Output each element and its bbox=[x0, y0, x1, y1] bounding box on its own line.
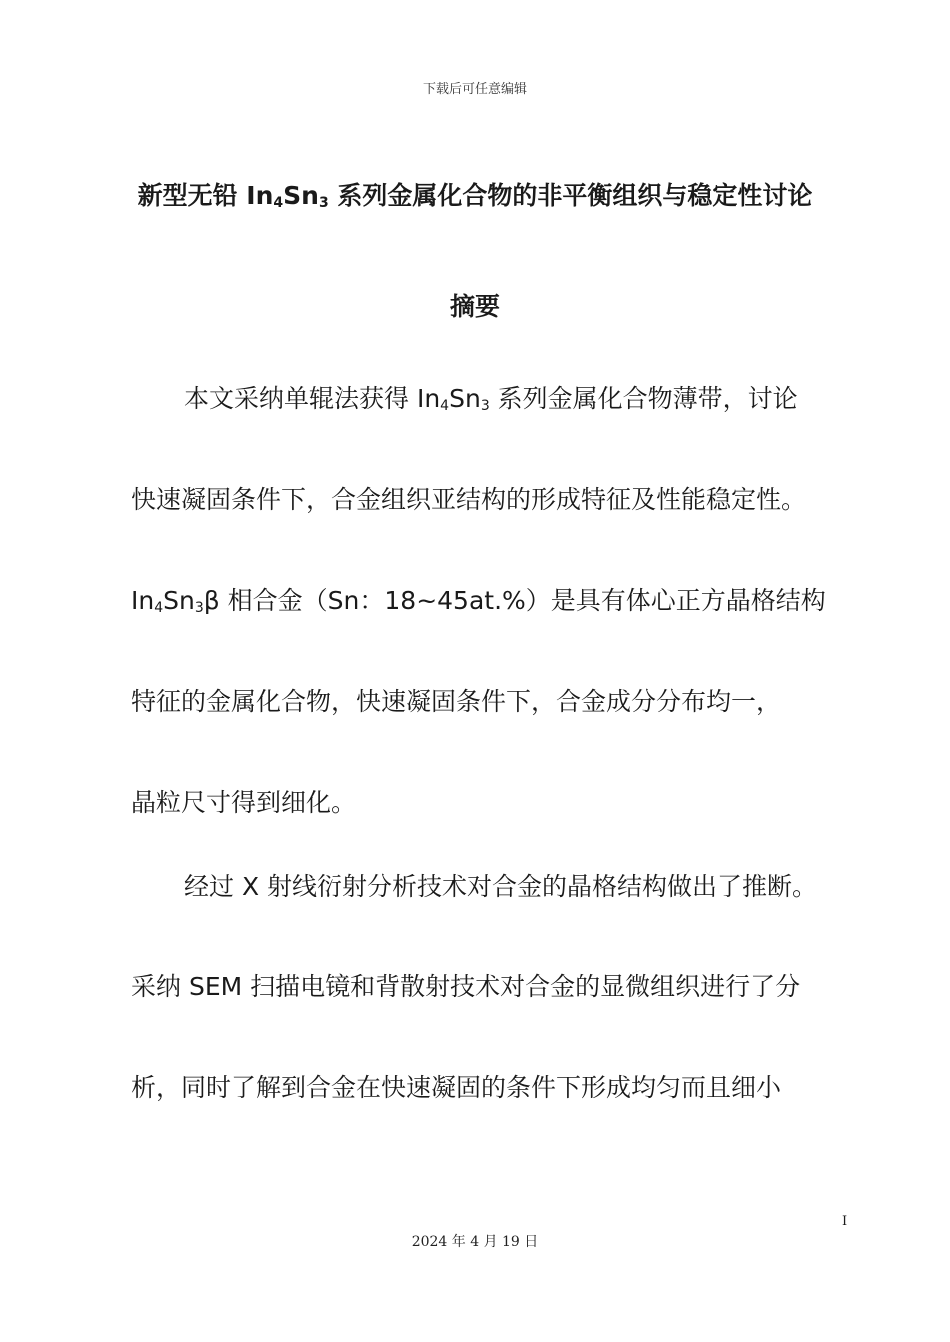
title-mid: Sn bbox=[283, 181, 319, 210]
document-title bbox=[0, 176, 950, 212]
line-3-subscript-3: 3 bbox=[194, 600, 204, 616]
abstract-line-4: 特征的金属化合物，快速凝固条件下，合金成分分布均一， bbox=[131, 687, 782, 716]
abstract-line-1 bbox=[184, 379, 924, 415]
page-header: 下载后可任意编辑 bbox=[422, 82, 527, 97]
title-suffix: 系列金属化合物的非平衡组织与稳定性讨论 bbox=[328, 181, 813, 210]
line-1-part-b: Sn bbox=[449, 384, 481, 413]
line-1-part-c: 系列金属化合物薄带，讨论 bbox=[489, 384, 798, 413]
line-1-part-a: 本文采纳单辊法获得 In bbox=[184, 384, 441, 413]
line-1-subscript-4: 4 bbox=[440, 398, 450, 414]
abstract-line-8: 析，同时了解到合金在快速凝固的条件下形成均匀而且细小 bbox=[131, 1073, 782, 1102]
line-3-part-c: β 相合金（Sn：18~45at.%）是具有体心正方晶格结构 bbox=[203, 586, 826, 615]
abstract-line-6: 经过 X 射线衍射分析技术对合金的晶格结构做出了推断。 bbox=[184, 872, 818, 901]
abstract-line-5: 晶粒尺寸得到细化。 bbox=[131, 788, 357, 817]
line-1-subscript-3: 3 bbox=[480, 398, 490, 414]
title-subscript-3: 3 bbox=[318, 195, 329, 211]
title-prefix: 新型无铅 In bbox=[137, 181, 274, 210]
page-number: I bbox=[842, 1214, 848, 1229]
line-3-part-b: Sn bbox=[163, 586, 195, 615]
line-3-part-a: In bbox=[131, 586, 155, 615]
title-subscript-4: 4 bbox=[273, 195, 284, 211]
abstract-heading: 摘要 bbox=[449, 292, 500, 321]
abstract-line-3 bbox=[131, 581, 871, 617]
abstract-line-7: 采纳 SEM 扫描电镜和背散射技术对合金的显微组织进行了分 bbox=[131, 972, 801, 1001]
abstract-line-2: 快速凝固条件下，合金组织亚结构的形成特征及性能稳定性。 bbox=[131, 485, 807, 514]
line-3-subscript-4: 4 bbox=[154, 600, 164, 616]
page-footer-date: 2024 年 4 月 19 日 bbox=[411, 1234, 539, 1250]
